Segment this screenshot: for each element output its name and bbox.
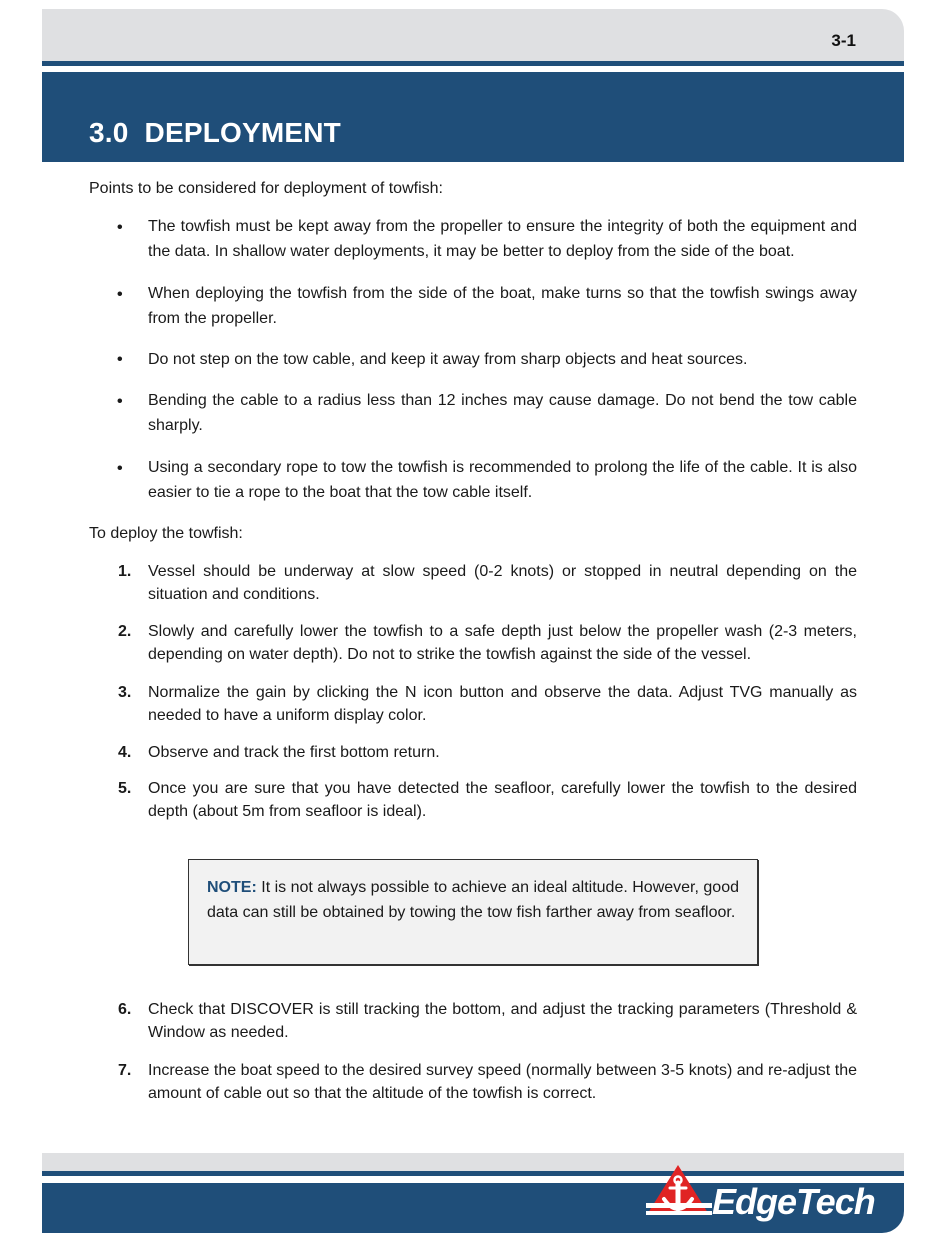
bullet-marker: • <box>117 460 123 477</box>
bullet-item: Do not step on the tow cable, and keep it away from sharp objects and heat sources. <box>148 351 748 368</box>
step-number: 5. <box>118 780 132 797</box>
step-text: Normalize the gain by clicking the N icon button and observe the data. Adjust TVG manually as needed to have a uniform display color. <box>148 684 857 724</box>
bullet-item: When deploying the towfish from the side of the boat, make turns so that the towfish swings away from the propeller. <box>148 285 857 327</box>
page-number: 3-1 <box>831 31 856 50</box>
section-title: DEPLOYMENT <box>144 117 341 148</box>
step-text: Check that DISCOVER is still tracking the bottom, and adjust the tracking parameters (Threshold & Window as needed. <box>148 1001 857 1041</box>
logo-text: EdgeTech <box>712 1181 875 1222</box>
bullet-item: The towfish must be kept away from the propeller to ensure the integrity of both the equipment and the data. In shallow water deployments, it may be better to deploy from the side of the boat. <box>148 218 857 260</box>
bullet-item: Using a secondary rope to tow the towfish is recommended to prolong the life of the cable. It is also easier to tie a rope to the boat that the tow cable itself. <box>148 459 857 501</box>
step-text: Slowly and carefully lower the towfish to a safe depth just below the propeller wash (2-3 meters, depending on water depth). Do not to strike the towfish against the side of the vessel. <box>148 623 857 663</box>
step-number: 2. <box>118 623 132 640</box>
step-text: Observe and track the first bottom return. <box>148 744 440 761</box>
bullet-marker: • <box>117 393 123 410</box>
steps-intro: To deploy the towfish: <box>89 525 243 542</box>
bullet-item: Bending the cable to a radius less than 12 inches may cause damage. Do not bend the tow cable sharply. <box>148 392 857 434</box>
step-text: Increase the boat speed to the desired survey speed (normally between 3-5 knots) and re-adjust the amount of cable out so that the altitude of the towfish is correct. <box>148 1062 857 1102</box>
header-band <box>42 9 904 61</box>
step-number: 7. <box>118 1062 132 1079</box>
step-number: 4. <box>118 744 132 761</box>
intro-text: Points to be considered for deployment of towfish: <box>89 180 443 197</box>
step-number: 6. <box>118 1001 132 1018</box>
bullet-marker: • <box>117 351 123 368</box>
note-text: It is not always possible to achieve an ideal altitude. However, good data can still be obtained by towing the tow fish farther away from seafloor. <box>207 879 739 921</box>
section-number: 3.0 <box>89 117 129 148</box>
note-box <box>188 859 758 965</box>
page-title <box>89 117 341 149</box>
bullet-marker: • <box>117 219 123 236</box>
step-text: Once you are sure that you have detected the seafloor, carefully lower the towfish to the desired depth (about 5m from seafloor is ideal). <box>148 780 857 820</box>
step-number: 1. <box>118 563 132 580</box>
step-text: Vessel should be underway at slow speed (0-2 knots) or stopped in neutral depending on the situation and conditions. <box>148 563 857 603</box>
step-number: 3. <box>118 684 132 701</box>
note-label: NOTE: <box>207 879 257 896</box>
bullet-marker: • <box>117 286 123 303</box>
